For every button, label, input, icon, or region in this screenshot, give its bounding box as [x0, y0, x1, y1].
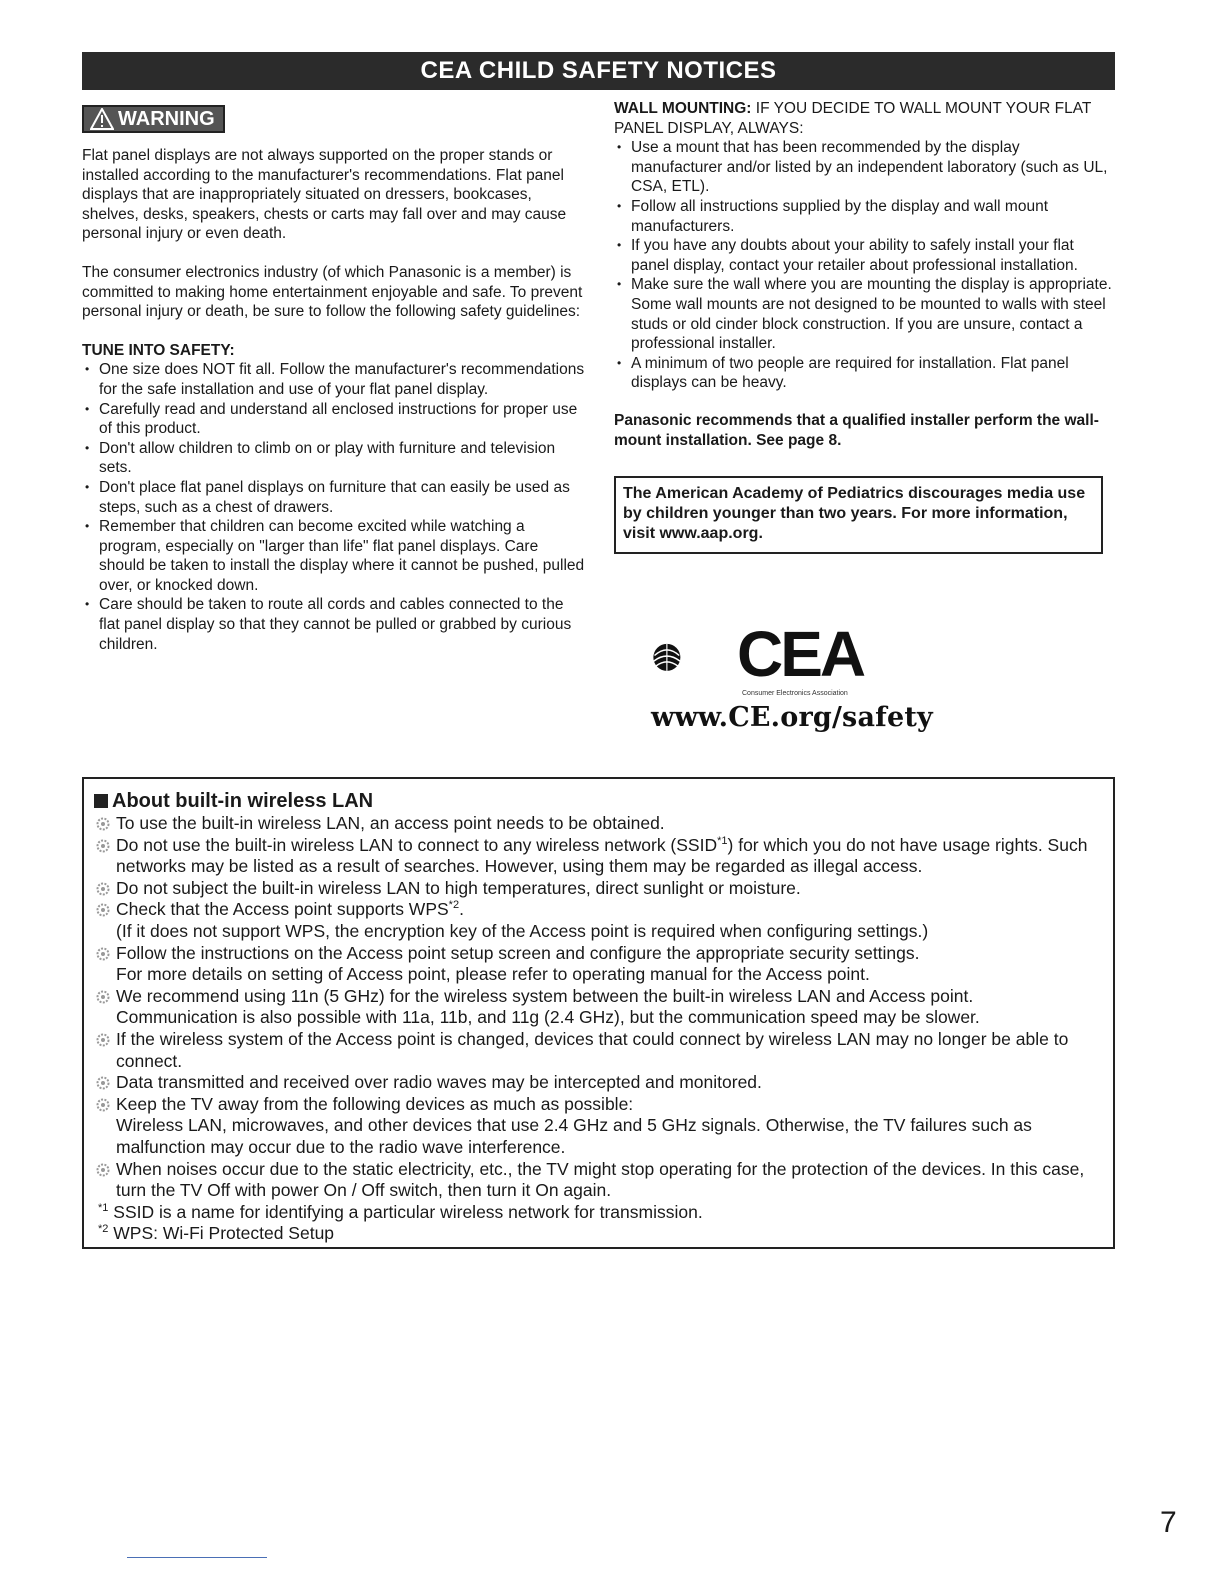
list-item-note: Wireless LAN, microwaves, and other devices that use 2.4 GHz and 5 GHz signals. Otherwise, the TV failures such as malfunction may occur due to the radio wave interference.	[116, 1115, 1032, 1157]
list-item: • Care should be taken to route all cords and cables connected to the flat panel display so that they cannot be pulled or grabbed by curious children.	[82, 595, 587, 654]
list-item-text: Check that the Access point supports WPS	[116, 899, 449, 920]
list-item-text: We recommend using 11n (5 GHz) for the wireless system between the built-in wireless LAN and Access point.	[116, 985, 974, 1006]
tune-into-safety-heading: TUNE INTO SAFETY:	[82, 341, 235, 359]
cea-logo-subtitle: Consumer Electronics Association	[742, 690, 848, 697]
footnote	[94, 1223, 1103, 1245]
warning-triangle-icon	[90, 108, 114, 130]
list-item-text: Keep the TV away from the following devices as much as possible:	[116, 1093, 634, 1114]
wall-mounting-title: WALL MOUNTING:	[614, 100, 752, 117]
warning-intro: Flat panel displays are not always supported on the proper stands or installed according to the manufacturer's recommendations. Flat panel displays that are inappropriately situated on dressers, bookcases, shelves, desks, speakers, chests or carts may fall over and may cause personal injury or even death.	[82, 147, 567, 243]
list-item	[94, 1029, 1103, 1072]
list-item: • One size does NOT fit all. Follow the manufacturer's recommendations for the safe installation and use of your flat panel display.	[82, 360, 587, 399]
page-number: 7	[1160, 1506, 1177, 1539]
list-item-text: If the wireless system of the Access point is changed, devices that could connect by wireless LAN may no longer be able to connect.	[116, 1028, 1069, 1071]
wall-mounting-heading	[614, 99, 1114, 138]
aap-notice-box: The American Academy of Pediatrics discourages media use by children younger than two years. For more information, visit www.aap.org.	[614, 476, 1103, 554]
left-column	[82, 100, 587, 654]
list-item-note: (If it does not support WPS, the encryption key of the Access point is required when configuring settings.)	[116, 920, 929, 941]
cea-safety-url: www.CE.org/safety	[651, 702, 933, 733]
list-item-text: Data transmitted and received over radio waves may be intercepted and monitored.	[116, 1072, 762, 1093]
list-item: • If you have any doubts about your ability to safely install your flat panel display, contact your retailer about professional installation.	[614, 236, 1114, 275]
installer-recommendation: Panasonic recommends that a qualified installer perform the wall-mount installation. See page 8.	[614, 411, 1099, 449]
warning-badge	[82, 105, 225, 133]
list-item-note: Communication is also possible with 11a, 11b, and 11g (2.4 GHz), but the communication speed may be slower.	[116, 1007, 980, 1028]
list-item	[94, 899, 1103, 942]
list-item: • Don't place flat panel displays on furniture that can easily be used as steps, such as a chest of drawers.	[82, 478, 587, 517]
list-item	[94, 943, 1103, 986]
square-bullet-icon	[94, 794, 108, 808]
list-item	[94, 878, 1103, 900]
footnote-text: SSID is a name for identifying a particular wireless network for transmission.	[113, 1201, 703, 1222]
footnote-mark: *2	[448, 899, 460, 912]
list-item-text: Do not subject the built-in wireless LAN to high temperatures, direct sunlight or moisture.	[116, 877, 801, 898]
warning-label: WARNING	[118, 107, 215, 130]
list-item: • Use a mount that has been recommended by the display manufacturer and/or listed by an independent laboratory (such as UL, CSA, ETL).	[614, 138, 1114, 197]
gear-bullet-icon	[96, 839, 110, 853]
footnote	[94, 1202, 1103, 1224]
list-item	[94, 813, 1103, 835]
list-item-text: Do not use the built-in wireless LAN to connect to any wireless network (SSID	[116, 834, 718, 855]
list-item: • Remember that children can become excited while watching a program, especially on "larger than life" flat panel displays. Care should be taken to install the display where it cannot be pushed, pulled over, or knocked down.	[82, 517, 587, 595]
footnote-mark: *1	[98, 1201, 109, 1214]
cea-logo-text: CEA	[737, 618, 864, 690]
gear-bullet-icon	[96, 1163, 110, 1177]
list-item: • Carefully read and understand all enclosed instructions for proper use of this product.	[82, 400, 587, 439]
list-item	[94, 835, 1103, 878]
gear-bullet-icon	[96, 817, 110, 831]
list-item-text: To use the built-in wireless LAN, an access point needs to be obtained.	[116, 813, 665, 833]
list-item	[94, 1094, 1103, 1159]
wireless-lan-title: About built-in wireless LAN	[112, 790, 374, 812]
gear-bullet-icon	[96, 1076, 110, 1090]
list-item: • A minimum of two people are required for installation. Flat panel displays can be heavy.	[614, 354, 1114, 393]
section-banner	[82, 52, 1115, 90]
industry-paragraph: The consumer electronics industry (of which Panasonic is a member) is committed to making home entertainment enjoyable and safe. To prevent personal injury or death, be sure to follow the following safety guidelines:	[82, 263, 583, 321]
gear-bullet-icon	[96, 1033, 110, 1047]
list-item: • Follow all instructions supplied by the display and wall mount manufacturers.	[614, 197, 1114, 236]
wireless-lan-heading	[94, 789, 1103, 813]
wireless-lan-box	[82, 777, 1115, 1249]
banner-title: CEA CHILD SAFETY NOTICES	[420, 57, 777, 84]
gear-bullet-icon	[96, 947, 110, 961]
footnote-mark: *1	[717, 834, 728, 847]
list-item	[94, 1159, 1103, 1202]
list-item-note: For more details on setting of Access point, please refer to operating manual for the Access point.	[116, 964, 870, 985]
gear-bullet-icon	[96, 882, 110, 896]
list-item: • Don't allow children to climb on or play with furniture and television sets.	[82, 439, 587, 478]
tune-into-safety-list	[82, 360, 587, 654]
gear-bullet-icon	[96, 1098, 110, 1112]
list-item: • Make sure the wall where you are mounting the display is appropriate. Some wall mounts are not designed to be mounted to walls with steel studs or old cinder block construction. If you are unsure, contact a professional installer.	[614, 275, 1114, 353]
list-item	[94, 1072, 1103, 1094]
list-item-text: ) for which you do not have usage rights. Such networks may be listed as a result of searches. However, using them may be regarded as illegal access.	[116, 834, 1088, 877]
wall-mounting-list	[614, 138, 1114, 393]
wall-mounting-text: IF YOU DECIDE TO WALL MOUNT YOUR FLAT PANEL DISPLAY, ALWAYS:	[614, 100, 1092, 137]
gear-bullet-icon	[96, 990, 110, 1004]
cea-globe-logo-icon	[650, 618, 740, 708]
list-item	[94, 986, 1103, 1029]
list-item-text: When noises occur due to the static electricity, etc., the TV might stop operating for the protection of the devices. In this case, turn the TV Off with power On / Off switch, then turn it On again.	[116, 1158, 1085, 1201]
list-item-text: Follow the instructions on the Access point setup screen and configure the appropriate security settings.	[116, 942, 920, 963]
footnote-mark: *2	[98, 1223, 109, 1236]
right-column	[614, 99, 1114, 554]
gear-bullet-icon	[96, 903, 110, 917]
list-item-text: .	[459, 899, 464, 920]
footnote-text: WPS: Wi-Fi Protected Setup	[113, 1223, 335, 1244]
footer-divider	[127, 1557, 267, 1558]
